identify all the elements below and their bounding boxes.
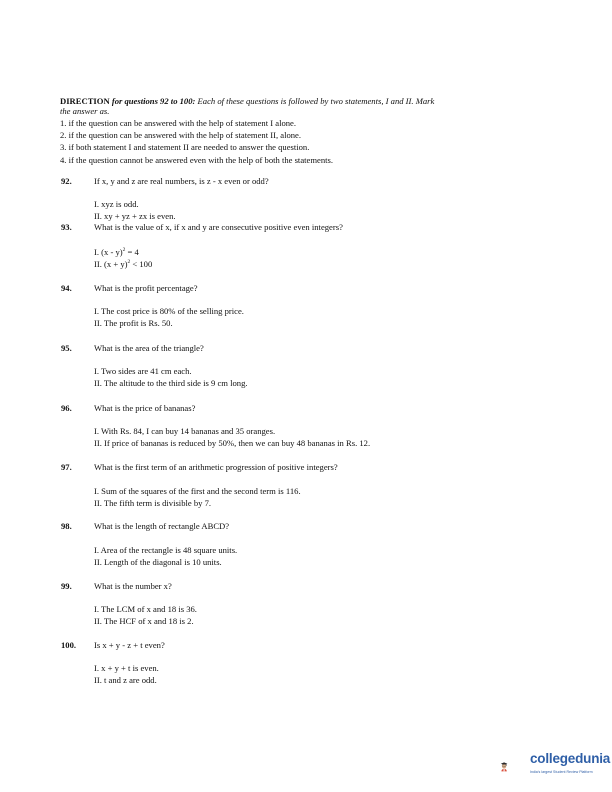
question-text: What is the value of x, if x and y are consecutive positive even integers?	[94, 222, 343, 232]
statement-2: II. The altitude to the third side is 9 cm long.	[94, 378, 248, 388]
question-number: 96.	[61, 403, 72, 413]
question-number: 94.	[61, 283, 72, 293]
statement-2: II. Length of the diagonal is 10 units.	[94, 557, 222, 567]
statement-1: I. With Rs. 84, I can buy 14 bananas and 35 oranges.	[94, 426, 276, 436]
option-4: 4. if the question cannot be answered even with the help of both the statements.	[60, 155, 334, 165]
question-text: What is the profit percentage?	[94, 283, 198, 293]
statement-1: I. Sum of the squares of the first and the second term is 116.	[94, 486, 301, 496]
superscript: 2	[122, 247, 126, 253]
mascot-icon	[500, 748, 530, 786]
brand-tagline: India's largest Student Review Platform	[530, 770, 593, 774]
question-text: What is the length of rectangle ABCD?	[94, 521, 230, 531]
directions-line-1	[60, 96, 434, 106]
option-1: 1. if the question can be answered with the help of statement I alone.	[60, 118, 297, 128]
superscript: 2	[127, 259, 131, 265]
question-text: Is x + y - z + t even?	[94, 640, 165, 650]
statement-2: II. If price of bananas is reduced by 50%, then we can buy 48 bananas in Rs. 12.	[94, 438, 371, 448]
statement-1-rest: = 4	[125, 247, 139, 257]
directions-label: DIRECTION	[60, 96, 110, 106]
statement-1: I. The LCM of x and 18 is 36.	[94, 604, 197, 614]
statement-1-base: I. (x - y)	[94, 247, 123, 257]
statement-2: II. The fifth term is divisible by 7.	[94, 498, 212, 508]
statement-2-base: II. (x + y)	[94, 259, 128, 269]
statement-1: I. x + y + t is even.	[94, 663, 159, 673]
statement-1: I. The cost price is 80% of the selling price.	[94, 306, 244, 316]
question-number: 93.	[61, 222, 72, 232]
directions-text-cont: the answer as.	[60, 106, 110, 116]
question-number: 98.	[61, 521, 72, 531]
question-number: 92.	[61, 176, 72, 186]
option-2: 2. if the question can be answered with the help of statement II, alone.	[60, 130, 302, 140]
statement-1: I. xyz is odd.	[94, 199, 139, 209]
question-text: What is the first term of an arithmetic progression of positive integers?	[94, 462, 338, 472]
question-number: 100.	[61, 640, 77, 650]
question-text: What is the area of the triangle?	[94, 343, 204, 353]
directions-intro: for questions 92 to 100:	[111, 96, 196, 106]
question-number: 99.	[61, 581, 72, 591]
statement-1: I. Area of the rectangle is 48 square units.	[94, 545, 238, 555]
statement-1: I. Two sides are 41 cm each.	[94, 366, 192, 376]
statement-1	[94, 247, 139, 257]
statement-2: II. t and z are odd.	[94, 675, 157, 685]
statement-2: II. xy + yz + zx is even.	[94, 211, 176, 221]
question-text: What is the price of bananas?	[94, 403, 196, 413]
statement-2	[94, 259, 152, 269]
question-text: What is the number x?	[94, 581, 172, 591]
statement-2: II. The profit is Rs. 50.	[94, 318, 173, 328]
brand-name: collegedunia	[530, 751, 611, 766]
question-number: 95.	[61, 343, 72, 353]
statement-2: II. The HCF of x and 18 is 2.	[94, 616, 194, 626]
question-text: If x, y and z are real numbers, is z - x even or odd?	[94, 176, 269, 186]
statement-2-rest: < 100	[130, 259, 153, 269]
directions-text: Each of these questions is followed by two statements, I and II. Mark	[197, 96, 435, 106]
question-number: 97.	[61, 462, 72, 472]
option-3: 3. if both statement I and statement II are needed to answer the question.	[60, 142, 310, 152]
